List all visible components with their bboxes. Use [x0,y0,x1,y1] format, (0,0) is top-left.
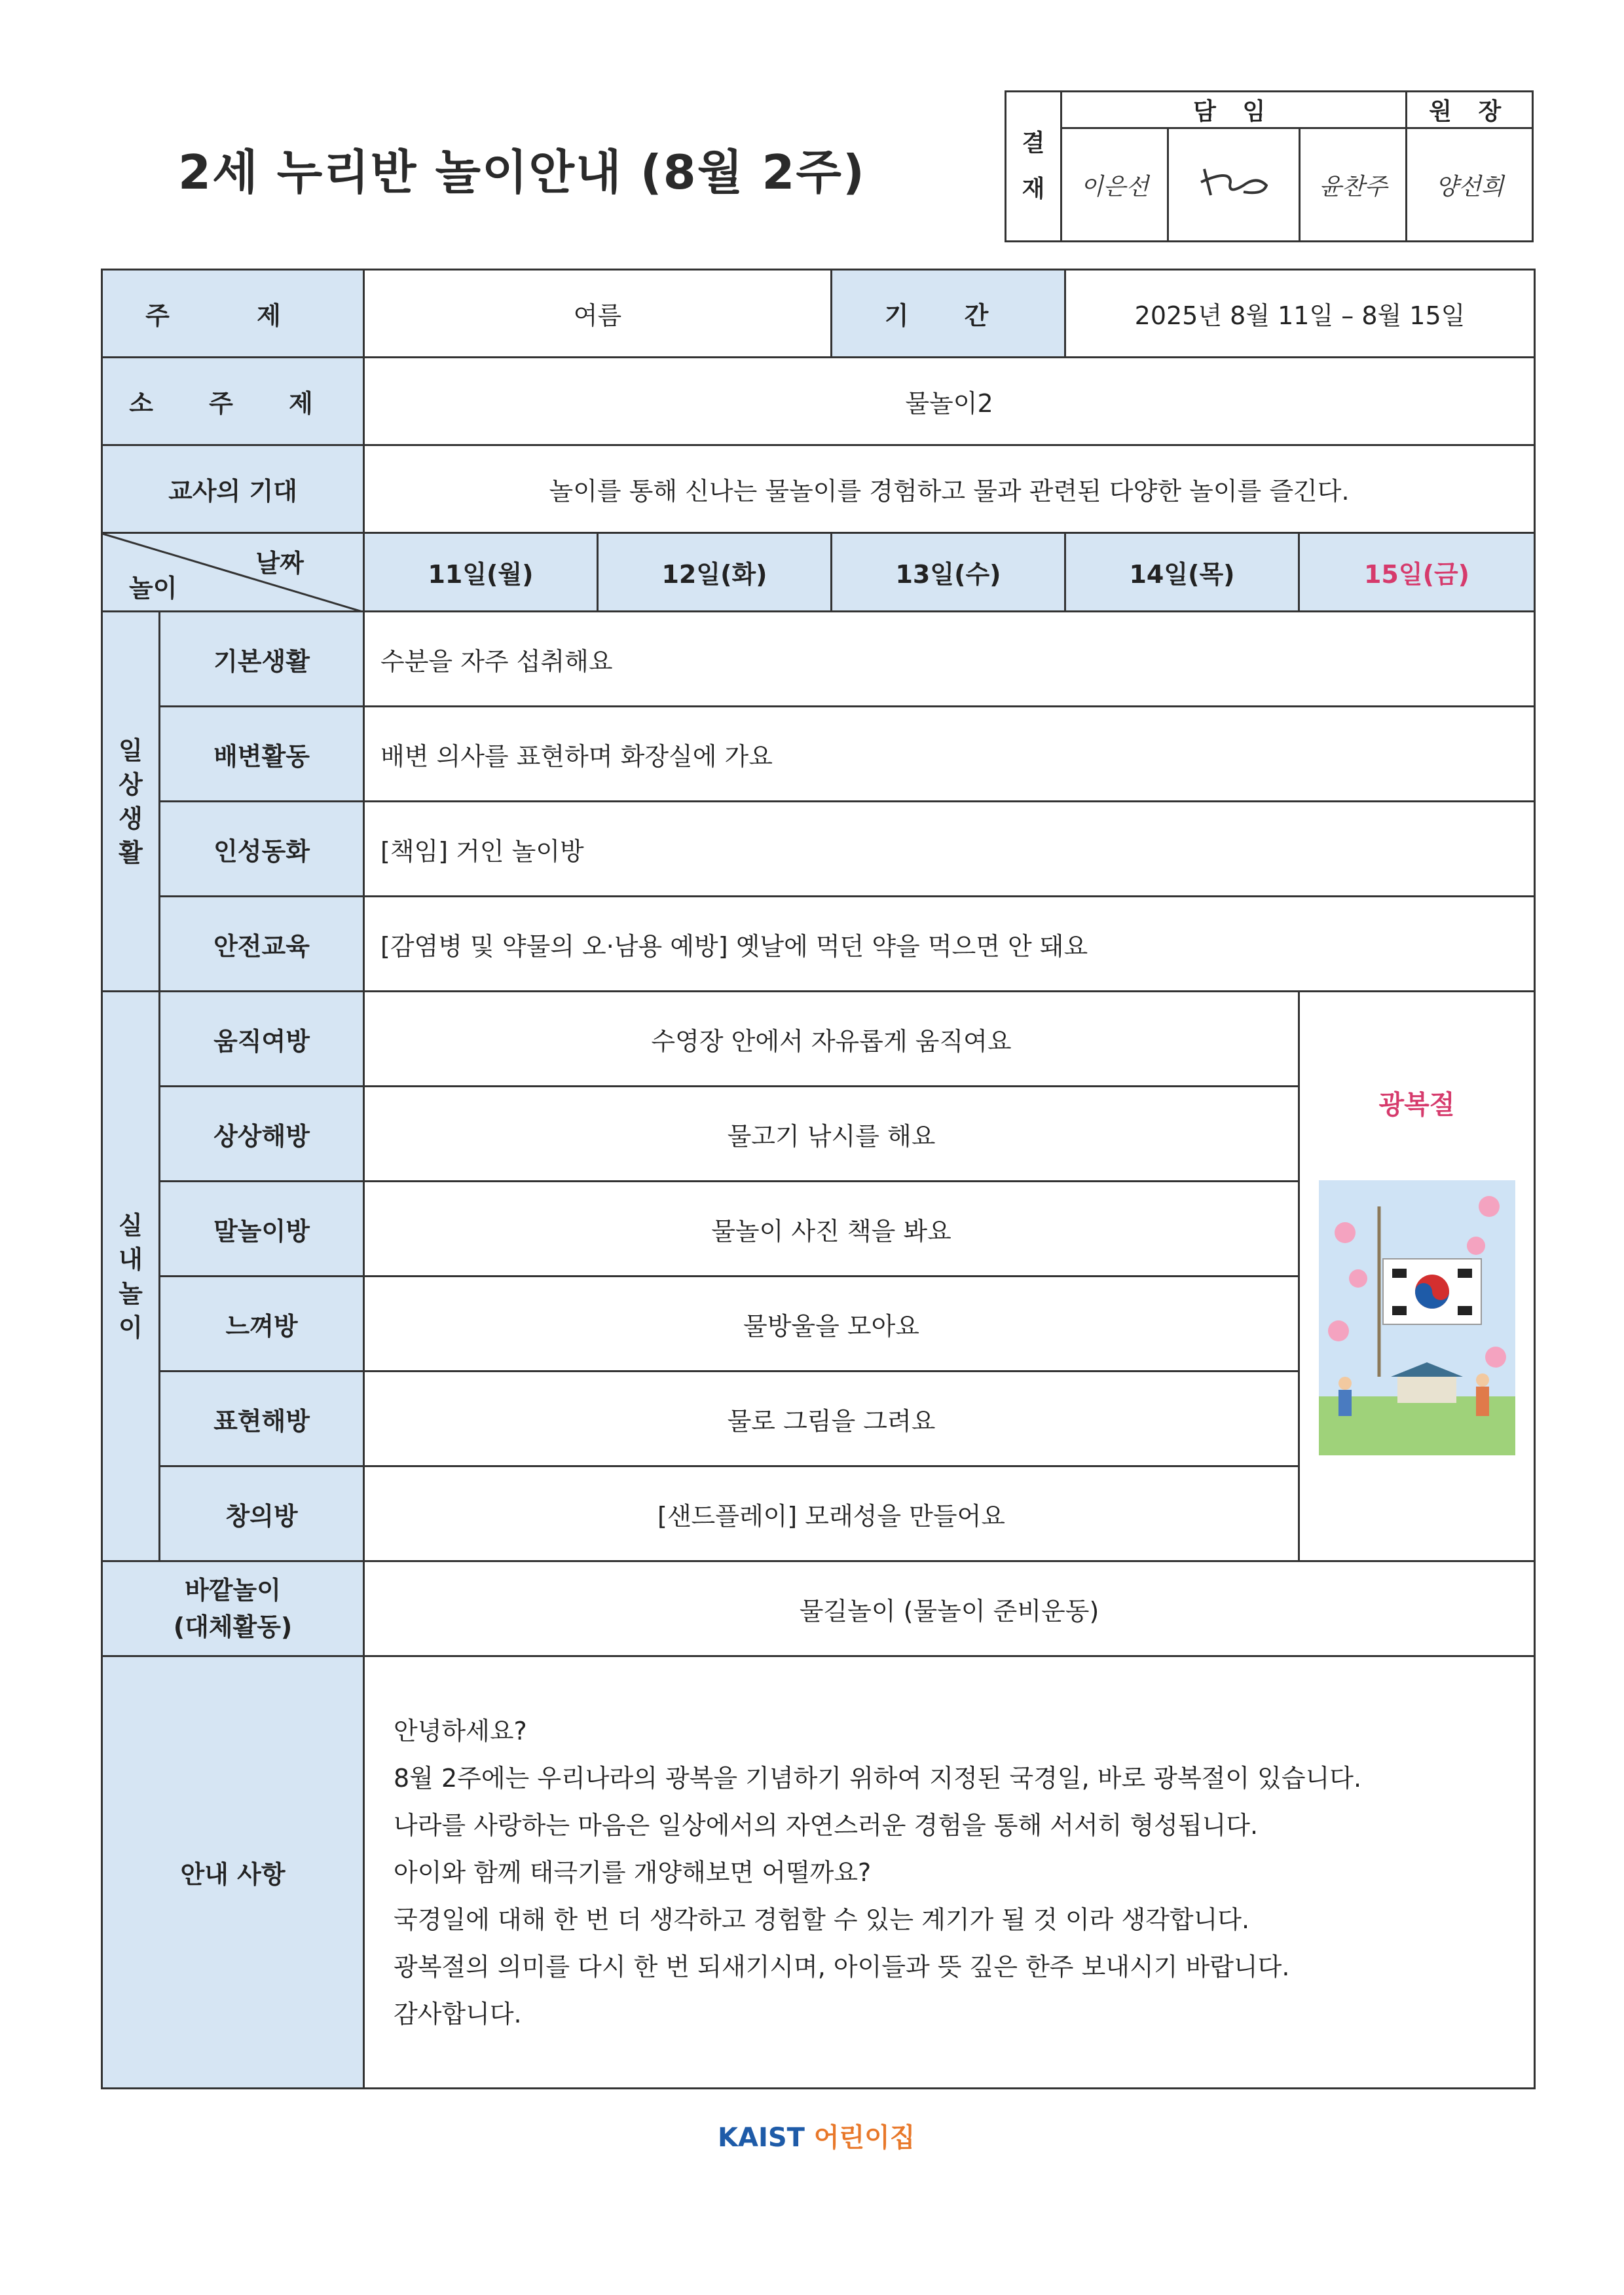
indoor-row-label: 느껴방 [160,1277,364,1371]
daily-row-label: 안전교육 [160,897,364,992]
indoor-row-content: [샌드플레이] 모래성을 만들어요 [364,1466,1299,1561]
holiday-cell [1299,992,1535,1561]
holiday-illustration [1319,1180,1515,1455]
teacher2-name: 윤찬주 [1300,128,1407,242]
notice-label: 안내 사항 [102,1656,364,2089]
day-wed: 13일(수) [832,533,1065,612]
corner-play-label: 놀이 [129,574,177,603]
signature-icon [1191,156,1276,208]
holiday-title: 광복절 [1378,1090,1455,1120]
daily-row-content: [책임] 거인 놀이방 [364,802,1535,897]
indoor-row-label: 말놀이방 [160,1182,364,1277]
director-name: 양선희 [1407,128,1533,242]
daily-row-label: 배변활동 [160,707,364,802]
subtheme-value: 물놀이2 [364,358,1535,445]
notice-line: 안녕하세요? [394,1716,527,1745]
indoor-row-content: 수영장 안에서 자유롭게 움직여요 [364,992,1299,1087]
page-title: 2세 누리반 놀이안내 (8월 2주) [178,145,866,200]
notice-line: 8월 2주에는 우리나라의 광복을 기념하기 위하여 지정된 국경일, 바로 광복절이 있습니다. [394,1763,1362,1793]
corner-date-label: 날짜 [255,549,304,578]
teacher1-name: 이은선 [1061,128,1168,242]
indoor-row-label: 표현해방 [160,1371,364,1466]
period-value: 2025년 8월 11일 – 8월 15일 [1065,270,1535,358]
corner-header [102,533,364,612]
notice-line: 광복절의 의미를 다시 한 번 되새기시며, 아이들과 뜻 깊은 한주 보내시기 바랍니다. [394,1952,1290,1981]
subtheme-label: 소 주 제 [102,358,364,445]
indoor-row-label: 창의방 [160,1466,364,1561]
outdoor-label-line1: 바깥놀이 [185,1576,281,1605]
approval-box [1005,90,1534,242]
teacher-signature [1168,128,1300,242]
day-tue: 12일(화) [598,533,832,612]
kindergarten-logo [718,2117,915,2154]
indoor-row-content: 물고기 낚시를 해요 [364,1087,1299,1182]
notice-line: 아이와 함께 태극기를 개양해보면 어떨까요? [394,1857,872,1887]
director-label: 원 장 [1407,92,1533,128]
outdoor-content: 물길놀이 (물놀이 준비운동) [364,1561,1535,1656]
theme-label: 주 제 [102,270,364,358]
outdoor-label [102,1561,364,1656]
daily-life-group-label: 일 상 생 활 [102,612,160,992]
theme-value: 여름 [364,270,832,358]
daily-row-content: [감염병 및 약물의 오·남용 예방] 옛날에 먹던 약을 먹으면 안 돼요 [364,897,1535,992]
notice-line: 감사합니다. [394,1999,522,2028]
period-label: 기 간 [832,270,1065,358]
daily-row-content: 수분을 자주 섭취해요 [364,612,1535,707]
day-mon: 11일(월) [364,533,598,612]
expectation-value: 놀이를 통해 신나는 물놀이를 경험하고 물과 관련된 다양한 놀이를 즐긴다. [364,445,1535,533]
homeroom-label: 담 임 [1061,92,1407,128]
notice-content [364,1656,1535,2089]
logo-daycare: 어린이집 [813,2123,915,2153]
daily-row-label: 기본생활 [160,612,364,707]
notice-line: 나라를 사랑하는 마음은 일상에서의 자연스러운 경험을 통해 서서히 형성됩니다. [394,1810,1259,1840]
indoor-play-group-label: 실 내 놀 이 [102,992,160,1561]
daily-row-content: 배변 의사를 표현하며 화장실에 가요 [364,707,1535,802]
expectation-label: 교사의 기대 [102,445,364,533]
indoor-row-content: 물놀이 사진 책을 봐요 [364,1182,1299,1277]
indoor-row-label: 움직여방 [160,992,364,1087]
plan-table [101,269,1534,2089]
logo-kaist: KAIST [718,2123,805,2153]
approval-side-label: 결 재 [1006,92,1061,242]
daily-row-label: 인성동화 [160,802,364,897]
day-fri: 15일(금) [1299,533,1535,612]
indoor-row-label: 상상해방 [160,1087,364,1182]
day-thu: 14일(목) [1065,533,1299,612]
indoor-row-content: 물방울을 모아요 [364,1277,1299,1371]
indoor-row-content: 물로 그림을 그려요 [364,1371,1299,1466]
outdoor-label-line2: (대체활동) [173,1613,293,1641]
notice-line: 국경일에 대해 한 번 더 생각하고 경험할 수 있는 계기가 될 것 이라 생각합니다. [394,1905,1250,1934]
